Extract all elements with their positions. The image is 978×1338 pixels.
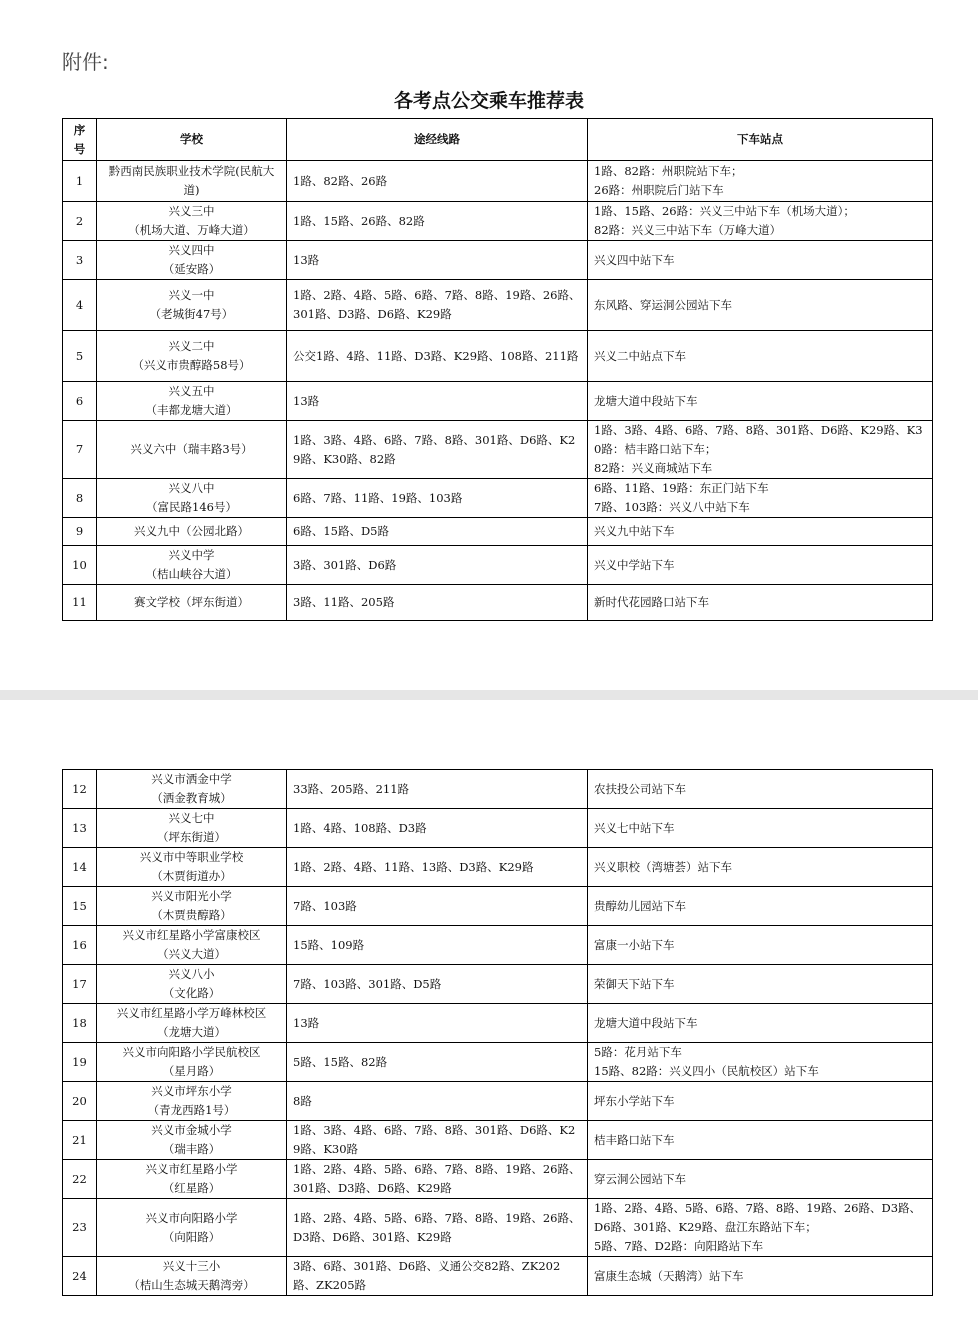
school-line: 兴义市坪东小学	[151, 1084, 232, 1098]
row-number: 7	[63, 421, 97, 479]
drop-off-stop	[588, 848, 933, 887]
bus-routes: 7路、103路、301路、D5路	[287, 965, 588, 1004]
school-line: （桔山峡谷大道）	[145, 567, 238, 581]
bus-routes: 1路、82路、26路	[287, 161, 588, 202]
bus-route-table	[62, 118, 933, 621]
table-row	[63, 331, 933, 382]
row-number: 24	[63, 1257, 97, 1296]
school-name	[97, 421, 287, 479]
school-line: （文化路）	[162, 986, 221, 1000]
school-name	[97, 770, 287, 809]
school-line: 兴义市中等职业学校	[139, 850, 244, 864]
page-title: 各考点公交乘车推荐表	[393, 90, 584, 112]
stop-line: 1路、3路、4路、6路、7路、8路、301路、D6路、K29路、K30路：桔丰路口站下车；	[594, 423, 923, 456]
school-name	[97, 1004, 287, 1043]
school-name	[97, 585, 287, 621]
drop-off-stop	[588, 770, 933, 809]
stop-line: 7路、103路：兴义八中站下车	[594, 500, 750, 514]
header-routes: 途经线路	[287, 119, 588, 161]
stop-line: 1路、15路、26路：兴义三中站下车（机场大道）；	[594, 204, 855, 218]
stop-line: 82路：兴义三中站下车（万峰大道）	[594, 223, 782, 237]
stop-line: 龙塘大道中段站下车	[594, 393, 698, 408]
bus-routes: 13路	[287, 241, 588, 280]
school-line: 兴义市红星路小学富康校区	[122, 928, 261, 942]
table-row	[63, 809, 933, 848]
table-row	[63, 887, 933, 926]
row-number: 10	[63, 546, 97, 585]
stop-line: 兴义职校（湾塘荟）站下车	[594, 859, 732, 874]
school-name	[97, 280, 287, 331]
bus-route-table-continued	[62, 769, 933, 1296]
drop-off-stop	[588, 887, 933, 926]
row-number: 6	[63, 382, 97, 421]
school-line: 兴义八小	[168, 967, 215, 981]
school-name	[97, 965, 287, 1004]
school-name	[97, 161, 287, 202]
school-line: （兴义大道）	[157, 947, 226, 961]
row-number: 20	[63, 1082, 97, 1121]
drop-off-stop	[588, 546, 933, 585]
row-number: 19	[63, 1043, 97, 1082]
school-name	[97, 1121, 287, 1160]
table-row	[63, 1160, 933, 1199]
school-name	[97, 518, 287, 546]
school-name	[97, 546, 287, 585]
header-school: 学校	[97, 119, 287, 161]
stop-line: 兴义七中站下车	[594, 820, 675, 835]
drop-off-stop	[588, 926, 933, 965]
school-line: （洒金教育城）	[151, 791, 232, 805]
row-number: 17	[63, 965, 97, 1004]
page-separator	[0, 690, 978, 700]
bus-routes: 3路、6路、301路、D6路、义通公交82路、ZK202路、ZK205路	[287, 1257, 588, 1296]
table-row	[63, 421, 933, 479]
school-line: （机场大道、万峰大道）	[128, 223, 255, 237]
stop-line: 富康一小站下车	[594, 937, 675, 952]
bus-routes: 1路、4路、108路、D3路	[287, 809, 588, 848]
bus-routes: 1路、2路、4路、5路、6路、7路、8路、19路、26路、301路、D3路、D6路、K29路	[287, 1160, 588, 1199]
stop-line: 兴义九中站下车	[594, 524, 675, 538]
school-line: （延安路）	[162, 262, 221, 276]
stop-line: 5路、7路、D2路：向阳路站下车	[594, 1239, 764, 1253]
bus-routes: 公交1路、4路、11路、D3路、K29路、108路、211路	[287, 331, 588, 382]
drop-off-stop	[588, 965, 933, 1004]
school-line: 兴义市阳光小学	[151, 889, 232, 903]
school-name	[97, 241, 287, 280]
stop-line: 穿云洞公园站下车	[594, 1171, 686, 1186]
drop-off-stop	[588, 202, 933, 241]
table-row	[63, 770, 933, 809]
row-number: 15	[63, 887, 97, 926]
table-row	[63, 1257, 933, 1296]
row-number: 8	[63, 479, 97, 518]
row-number: 12	[63, 770, 97, 809]
bus-routes: 33路、205路、211路	[287, 770, 588, 809]
bus-routes: 1路、2路、4路、5路、6路、7路、8路、19路、26路、D3路、D6路、301路、K29路	[287, 1199, 588, 1257]
drop-off-stop	[588, 1257, 933, 1296]
row-number: 2	[63, 202, 97, 241]
stop-line: 兴义四中站下车	[594, 252, 675, 267]
school-name	[97, 1082, 287, 1121]
school-name	[97, 202, 287, 241]
school-line: （丰都龙塘大道）	[145, 403, 238, 417]
stop-line: 5路：花月站下车	[594, 1045, 682, 1059]
school-line: 兴义五中	[168, 384, 215, 398]
school-line: 兴义市向阳路小学	[145, 1210, 238, 1225]
drop-off-stop	[588, 1121, 933, 1160]
school-line: 赛文学校（坪东街道）	[134, 595, 249, 609]
row-number: 11	[63, 585, 97, 621]
bus-routes: 13路	[287, 1004, 588, 1043]
row-number: 22	[63, 1160, 97, 1199]
bus-routes: 1路、3路、4路、6路、7路、8路、301路、D6路、K29路、K30路	[287, 1121, 588, 1160]
drop-off-stop	[588, 1160, 933, 1199]
table-row	[63, 280, 933, 331]
drop-off-stop	[588, 518, 933, 546]
table-row	[63, 926, 933, 965]
table-row	[63, 546, 933, 585]
school-name	[97, 809, 287, 848]
school-line: 兴义三中	[168, 204, 215, 218]
school-line: 兴义市向阳路小学民航校区	[122, 1045, 261, 1059]
row-number: 3	[63, 241, 97, 280]
drop-off-stop	[588, 421, 933, 479]
school-line: （老城街47号）	[149, 307, 234, 321]
drop-off-stop	[588, 382, 933, 421]
bus-routes: 1路、3路、4路、6路、7路、8路、301路、D6路、K29路、K30路、82路	[287, 421, 588, 479]
school-line: （木贾贵醇路）	[151, 908, 232, 922]
bus-routes: 1路、2路、4路、11路、13路、D3路、K29路	[287, 848, 588, 887]
stop-line: 龙塘大道中段站下车	[594, 1015, 698, 1030]
bus-routes: 13路	[287, 382, 588, 421]
stop-line: 82路：兴义商城站下车	[594, 461, 713, 475]
school-line: 兴义市洒金中学	[151, 772, 232, 786]
drop-off-stop	[588, 809, 933, 848]
table-row	[63, 241, 933, 280]
row-number: 14	[63, 848, 97, 887]
stop-line: 富康生态城（天鹅湾）站下车	[594, 1268, 744, 1283]
table-row	[63, 202, 933, 241]
bus-routes: 1路、15路、26路、82路	[287, 202, 588, 241]
drop-off-stop	[588, 1004, 933, 1043]
school-name	[97, 848, 287, 887]
school-line: （星月路）	[162, 1064, 221, 1078]
drop-off-stop	[588, 161, 933, 202]
school-line: （龙塘大道）	[157, 1025, 226, 1039]
bus-routes: 3路、301路、D6路	[287, 546, 588, 585]
stop-line: 1路、82路：州职院站下车；	[594, 164, 743, 178]
drop-off-stop	[588, 1043, 933, 1082]
school-line: （富民路146号）	[146, 500, 237, 514]
table-row	[63, 382, 933, 421]
stop-line: 26路：州职院后门站下车	[594, 183, 724, 197]
school-line: （桔山生态城天鹅湾旁）	[128, 1278, 255, 1292]
row-number: 23	[63, 1199, 97, 1257]
stop-line: 农扶投公司站下车	[594, 781, 686, 796]
school-line: 兴义九中（公园北路）	[134, 524, 249, 538]
row-number: 4	[63, 280, 97, 331]
row-number: 1	[63, 161, 97, 202]
school-name	[97, 1257, 287, 1296]
stop-line: 6路、11路、19路：东正门站下车	[594, 481, 769, 495]
bus-routes: 5路、15路、82路	[287, 1043, 588, 1082]
bus-routes: 3路、11路、205路	[287, 585, 588, 621]
drop-off-stop	[588, 331, 933, 382]
bus-routes: 6路、15路、D5路	[287, 518, 588, 546]
bus-routes: 1路、2路、4路、5路、6路、7路、8路、19路、26路、301路、D3路、D6路、K29路	[287, 280, 588, 331]
bus-routes: 15路、109路	[287, 926, 588, 965]
school-line: （兴义市贵醇路58号）	[132, 358, 251, 372]
table-row	[63, 965, 933, 1004]
stop-line: 荣御天下站下车	[594, 976, 675, 991]
table-row	[63, 479, 933, 518]
school-name	[97, 1043, 287, 1082]
school-line: 兴义六中（瑞丰路3号）	[130, 442, 253, 456]
table-row	[63, 1004, 933, 1043]
school-line: 兴义二中	[168, 339, 215, 353]
row-number: 9	[63, 518, 97, 546]
row-number: 5	[63, 331, 97, 382]
drop-off-stop	[588, 479, 933, 518]
drop-off-stop	[588, 1082, 933, 1121]
drop-off-stop	[588, 241, 933, 280]
school-line: （红星路）	[162, 1181, 221, 1195]
stop-line: 1路、2路、4路、5路、6路、7路、8路、19路、26路、D3路、D6路、301路、K29路、盘江东路站下车；	[594, 1201, 922, 1234]
drop-off-stop	[588, 1199, 933, 1257]
school-line: 兴义四中	[168, 243, 215, 257]
table-header-row	[63, 119, 933, 161]
bus-routes: 6路、7路、11路、19路、103路	[287, 479, 588, 518]
stop-line: 15路、82路：兴义四小（民航校区）站下车	[594, 1064, 819, 1078]
bus-routes: 7路、103路	[287, 887, 588, 926]
school-name	[97, 1199, 287, 1257]
table-row	[63, 1121, 933, 1160]
school-name	[97, 1160, 287, 1199]
school-line: 兴义一中	[168, 288, 215, 302]
row-number: 16	[63, 926, 97, 965]
table-row	[63, 518, 933, 546]
school-name	[97, 382, 287, 421]
stop-line: 兴义二中站点下车	[594, 348, 686, 363]
table-row	[63, 585, 933, 621]
school-name	[97, 926, 287, 965]
table-row	[63, 1082, 933, 1121]
stop-line: 贵醇幼儿园站下车	[594, 898, 686, 913]
drop-off-stop	[588, 280, 933, 331]
table-row	[63, 848, 933, 887]
school-line: 兴义市红星路小学万峰林校区	[116, 1006, 267, 1020]
school-line: 兴义中学	[168, 548, 215, 562]
bus-routes: 8路	[287, 1082, 588, 1121]
stop-line: 东风路、穿运洞公园站下车	[594, 297, 732, 312]
attachment-label: 附件:	[62, 50, 109, 74]
school-line: 兴义市红星路小学	[145, 1162, 238, 1176]
stop-line: 兴义中学站下车	[594, 557, 675, 572]
stop-line: 新时代花园路口站下车	[594, 595, 709, 609]
stop-line: 坪东小学站下车	[594, 1093, 675, 1108]
school-line: 黔西南民族职业技术学院(民航大道)	[108, 164, 275, 197]
school-name	[97, 331, 287, 382]
school-line: （青龙西路1号）	[147, 1103, 236, 1117]
school-line: （向阳路）	[162, 1229, 221, 1244]
table-row	[63, 161, 933, 202]
header-stop: 下车站点	[588, 119, 933, 161]
header-no: 序号	[63, 119, 97, 161]
table-row	[63, 1043, 933, 1082]
school-line: 兴义十三小	[162, 1259, 221, 1273]
school-line: （坪东街道）	[157, 830, 226, 844]
school-line: 兴义市金城小学	[151, 1123, 232, 1137]
school-line: （瑞丰路）	[162, 1142, 221, 1156]
row-number: 21	[63, 1121, 97, 1160]
row-number: 13	[63, 809, 97, 848]
school-name	[97, 887, 287, 926]
school-line: 兴义七中	[168, 811, 215, 825]
stop-line: 桔丰路口站下车	[594, 1132, 675, 1147]
document-page-2	[0, 700, 978, 1338]
school-line: 兴义八中	[168, 481, 215, 495]
school-name	[97, 479, 287, 518]
table-row	[63, 1199, 933, 1257]
row-number: 18	[63, 1004, 97, 1043]
drop-off-stop	[588, 585, 933, 621]
school-line: （木贾街道办）	[151, 869, 232, 883]
